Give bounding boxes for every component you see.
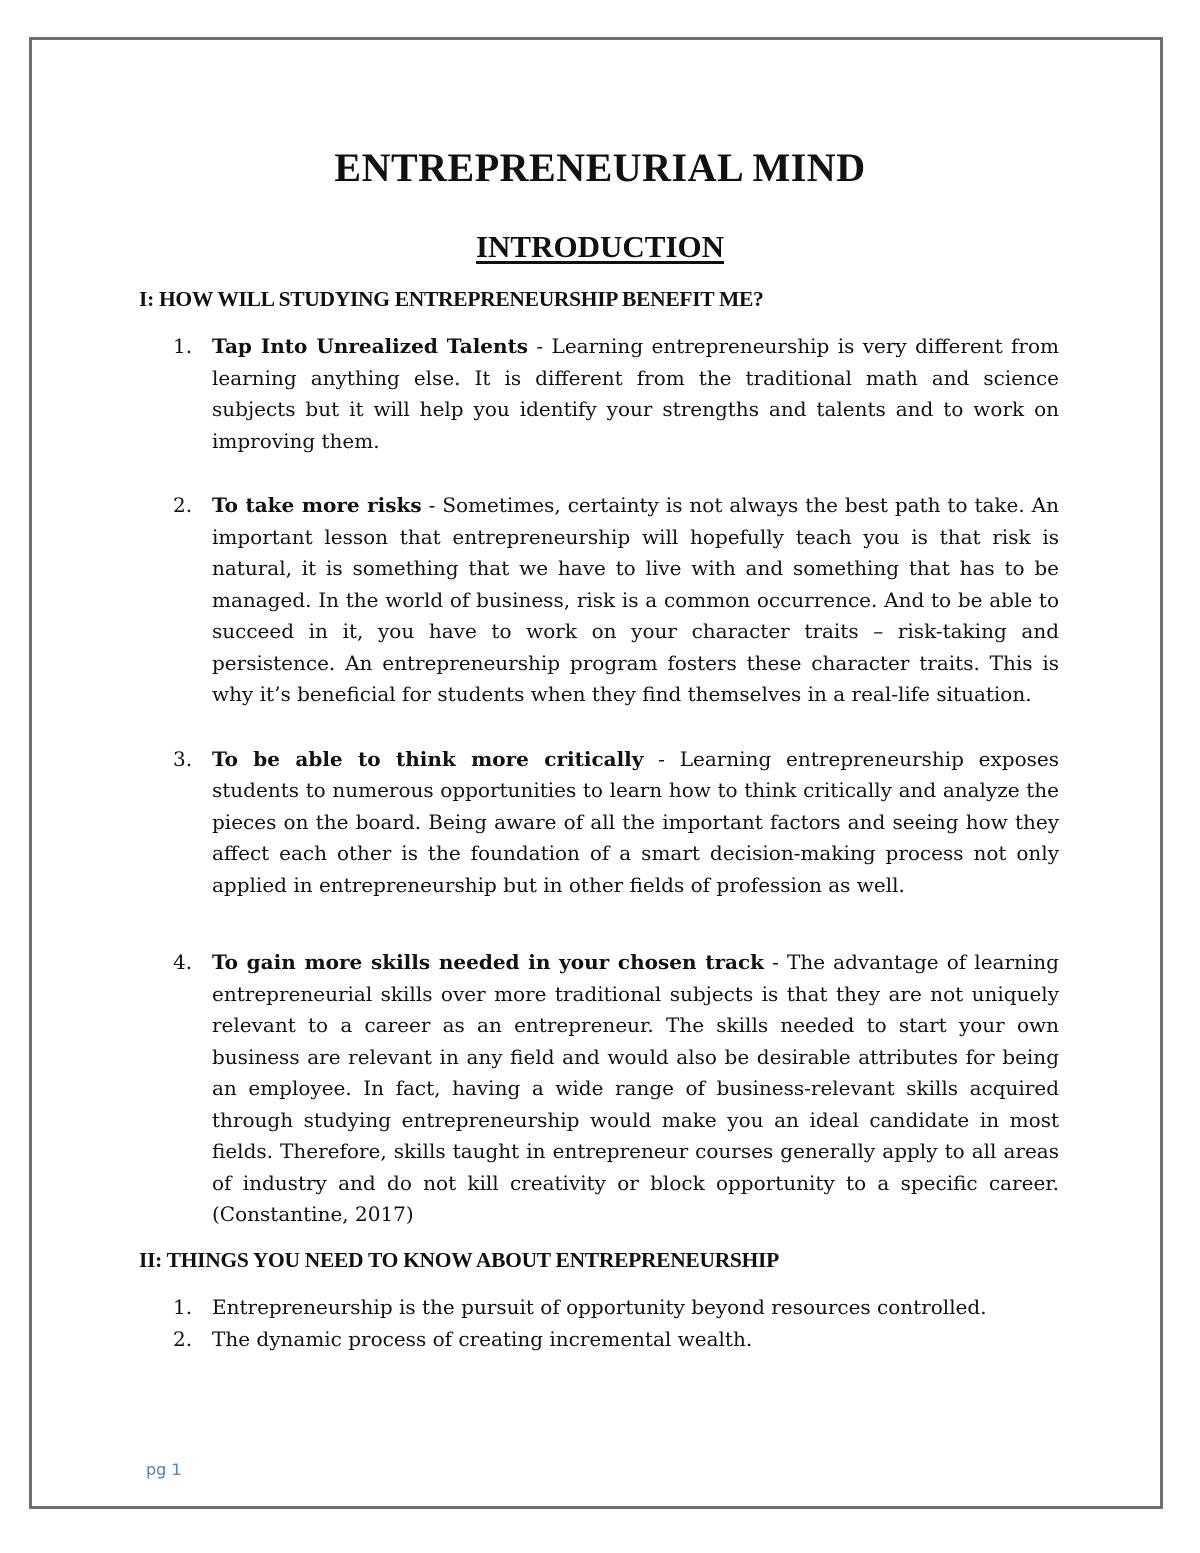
list-item-bold-title: To be able to think more critically (212, 746, 644, 771)
list-item-text: - Learning entrepreneurship is very different from learning anything else. It is different from the traditional math and science subjects but it will help you identify your strengths and talents and to work on improving them. (212, 334, 1059, 453)
list-item-number: 2. (173, 493, 193, 517)
list-item (139, 490, 1059, 711)
list-item (139, 744, 1059, 902)
list-item-number: 2. (173, 1326, 193, 1351)
list-item-text: - Learning entrepreneurship exposes students to numerous opportunities to learn how to think critically and analyze the pieces on the board. Being aware of all the important factors and seeing how they affect each other is the foundation of a smart decision-making process not only applied in entrepreneurship but in other fields of profession as well. (212, 746, 1059, 897)
facts-list (139, 1292, 1059, 1355)
list-item (139, 1324, 1059, 1356)
document-subtitle: INTRODUCTION (475, 229, 725, 264)
page-number: pg 1 (146, 1460, 182, 1479)
list-item (139, 947, 1059, 1231)
list-item (139, 331, 1059, 457)
list-item-text: Entrepreneurship is the pursuit of opportunity beyond resources controlled. (212, 1295, 987, 1319)
benefits-list (139, 331, 1059, 1231)
list-item-text: - The advantage of learning entrepreneurial skills over more traditional subjects is that they are not uniquely relevant to a career as an entrepreneur. The skills needed to start your own business are relevant in any field and would also be desirable attributes for being an employee. In fact, having a wide range of business-relevant skills acquired through studying entrepreneurship would make you an ideal candidate in most fields. Therefore, skills taught in entrepreneur courses generally apply to all areas of industry and do not kill creativity or block opportunity to a specific career. (Constantine, 2017) (212, 950, 1059, 1226)
list-item-number: 3. (173, 746, 193, 771)
list-item-bold-title: To gain more skills needed in your chosen track (212, 950, 764, 974)
list-item-number: 1. (173, 334, 193, 358)
list-item-number: 1. (173, 1295, 193, 1319)
list-item-bold-title: Tap Into Unrealized Talents (212, 334, 529, 358)
list-item-text: The dynamic process of creating incremental wealth. (212, 1326, 753, 1351)
list-item-bold-title: To take more risks (212, 493, 422, 517)
list-item-number: 4. (173, 950, 193, 974)
list-item-text: - Sometimes, certainty is not always the best path to take. An important lesson that entrepreneurship will hopefully teach you is that risk is natural, it is something that we have to live with and something that has to be managed. In the world of business, risk is a common occurrence. And to be able to succeed in it, you have to work on your character traits – risk-taking and persistence. An entrepreneurship program fosters these character traits. This is why it’s beneficial for students when they find themselves in a real-life situation. (212, 493, 1059, 706)
document-title: ENTREPRENEURIAL MIND (334, 145, 866, 190)
section-1-heading: I: HOW WILL STUDYING ENTREPRENEURSHIP BENEFIT ME? (139, 287, 764, 311)
list-item (139, 1292, 1059, 1324)
section-2-heading: II: THINGS YOU NEED TO KNOW ABOUT ENTREPRENEURSHIP (139, 1248, 779, 1272)
